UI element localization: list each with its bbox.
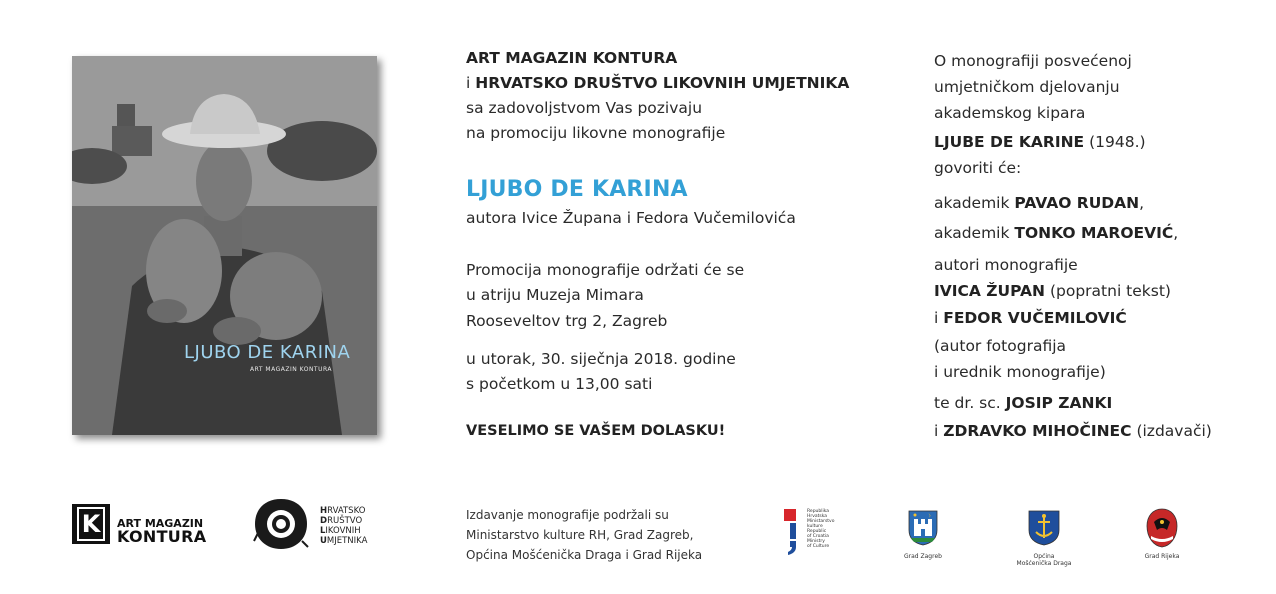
venue-line-1: Promocija monografije održati će se bbox=[466, 261, 745, 279]
ministry-text-5: of Croatia bbox=[807, 534, 829, 539]
ministry-text-6: Ministry bbox=[807, 539, 825, 544]
kontura-logo-line-2: KONTURA bbox=[117, 527, 207, 546]
hdlu-rest-1: RVATSKO bbox=[327, 506, 366, 516]
artist-year: (1948.) bbox=[1084, 133, 1146, 151]
monograph-title: LJUBO DE KARINA bbox=[466, 177, 688, 202]
speaker-8-name: JOSIP ZANKI bbox=[1005, 394, 1113, 412]
ministry-text-2: Ministarstvo bbox=[807, 519, 835, 524]
hdlu-logo-line-3 bbox=[320, 526, 361, 536]
hdlu-rest-2: RUŠTVO bbox=[327, 516, 363, 526]
speaker-1-name: PAVAO RUDAN bbox=[1014, 194, 1140, 212]
hdlu-logo-line-2 bbox=[320, 516, 362, 526]
support-line-2: Ministarstvo kulture RH, Grad Zagreb, bbox=[466, 528, 694, 542]
speaker-2-title: akademik bbox=[934, 224, 1015, 242]
invite-line-4: na promociju likovne monografije bbox=[466, 124, 726, 142]
rijeka-coat-of-arms-icon bbox=[1145, 508, 1179, 548]
hdlu-initial-2: D bbox=[320, 516, 328, 526]
host-line-2 bbox=[466, 72, 849, 94]
speaker-1 bbox=[934, 192, 1144, 214]
speaker-7: i urednik monografije) bbox=[934, 363, 1106, 381]
date-line-2: s početkom u 13,00 sati bbox=[466, 375, 653, 393]
speaker-4-role: (popratni tekst) bbox=[1045, 282, 1171, 300]
host-name-hdlu: HRVATSKO DRUŠTVO LIKOVNIH UMJETNIKA bbox=[475, 74, 850, 92]
venue-line-2: u atriju Muzeja Mimara bbox=[466, 286, 644, 304]
speaker-2-name: TONKO MAROEVIĆ bbox=[1014, 224, 1174, 242]
speaker-5-prefix: i bbox=[934, 309, 944, 327]
zagreb-label: Grad Zagreb bbox=[904, 553, 942, 560]
speaker-1-punct: , bbox=[1139, 194, 1145, 212]
date-line-1: u utorak, 30. siječnja 2018. godine bbox=[466, 350, 736, 368]
speaker-2 bbox=[934, 222, 1178, 244]
speaker-4 bbox=[934, 280, 1171, 302]
speaker-9-role: (izdavači) bbox=[1131, 422, 1212, 440]
monograph-authors: autora Ivice Župana i Fedora Vučemilovića bbox=[466, 209, 796, 227]
venue-line-3: Rooseveltov trg 2, Zagreb bbox=[466, 312, 668, 330]
speaker-1-title: akademik bbox=[934, 194, 1015, 212]
speaker-3: autori monografije bbox=[934, 256, 1078, 274]
ministry-logo-text bbox=[807, 509, 834, 549]
host-line-1: ART MAGAZIN KONTURA bbox=[466, 49, 678, 67]
moscenicka-label-line-2: Mošćenička Draga bbox=[1016, 560, 1072, 567]
kontura-logo-line-1: ART MAGAZIN bbox=[117, 517, 204, 530]
speakers-line-2: umjetničkom djelovanju bbox=[934, 78, 1120, 96]
ministry-culture-logo-icon bbox=[784, 509, 804, 555]
ministry-text-4: Republic bbox=[807, 529, 827, 534]
kontura-logo-icon bbox=[72, 504, 110, 544]
book-cover bbox=[72, 56, 377, 435]
moscenicka-label-line-1: Općina bbox=[1033, 553, 1055, 560]
speakers-line-1: O monografiji posvećenoj bbox=[934, 52, 1132, 70]
zagreb-coat-of-arms-icon bbox=[908, 510, 938, 546]
ministry-text-0: Republika bbox=[807, 509, 830, 514]
kontura-logo-letter: K bbox=[77, 507, 106, 541]
closing-line: VESELIMO SE VAŠEM DOLASKU! bbox=[466, 423, 726, 439]
speaker-6: (autor fotografija bbox=[934, 337, 1067, 355]
ministry-text-7: of Culture bbox=[807, 544, 830, 549]
hdlu-logo-line-1 bbox=[320, 506, 365, 516]
speaker-8 bbox=[934, 392, 1112, 414]
rijeka-label: Grad Rijeka bbox=[1144, 553, 1180, 560]
speakers-line-4 bbox=[934, 131, 1146, 153]
hdlu-rest-3: IKOVNIH bbox=[325, 526, 361, 536]
moscenicka-label bbox=[1014, 553, 1074, 567]
speaker-5 bbox=[934, 307, 1127, 329]
speaker-9-name: ZDRAVKO MIHOČINEC bbox=[943, 422, 1132, 440]
ministry-text-1: Hrvatska bbox=[807, 514, 828, 519]
hdlu-rest-4: MJETNIKA bbox=[326, 536, 368, 546]
support-line-3: Općina Mošćenička Draga i Grad Rijeka bbox=[466, 548, 703, 562]
ministry-text-3: kulture bbox=[807, 524, 823, 529]
hdlu-initial-1: H bbox=[320, 506, 328, 516]
host-prefix: i bbox=[466, 74, 476, 92]
speaker-4-name: IVICA ŽUPAN bbox=[934, 282, 1046, 300]
hdlu-initial-4: U bbox=[320, 536, 327, 546]
artist-name: LJUBE DE KARINE bbox=[934, 133, 1085, 151]
speakers-line-5: govoriti će: bbox=[934, 159, 1022, 177]
cover-photo bbox=[72, 56, 377, 435]
speaker-9-prefix: i bbox=[934, 422, 944, 440]
speaker-2-punct: , bbox=[1173, 224, 1179, 242]
hdlu-logo-icon bbox=[252, 497, 310, 551]
speaker-9 bbox=[934, 420, 1212, 442]
speakers-line-3: akademskog kipara bbox=[934, 104, 1086, 122]
hdlu-logo-line-4 bbox=[320, 536, 367, 546]
hdlu-initial-3: L bbox=[320, 526, 326, 536]
speaker-8-title: te dr. sc. bbox=[934, 394, 1006, 412]
moscenicka-draga-coat-of-arms-icon bbox=[1028, 510, 1060, 546]
cover-title: LJUBO DE KARINA bbox=[184, 342, 351, 363]
invite-line-3: sa zadovoljstvom Vas pozivaju bbox=[466, 99, 703, 117]
cover-publisher: ART MAGAZIN KONTURA bbox=[250, 366, 333, 373]
speaker-5-name: FEDOR VUČEMILOVIĆ bbox=[943, 309, 1127, 327]
support-line-1: Izdavanje monografije podržali su bbox=[466, 508, 669, 522]
